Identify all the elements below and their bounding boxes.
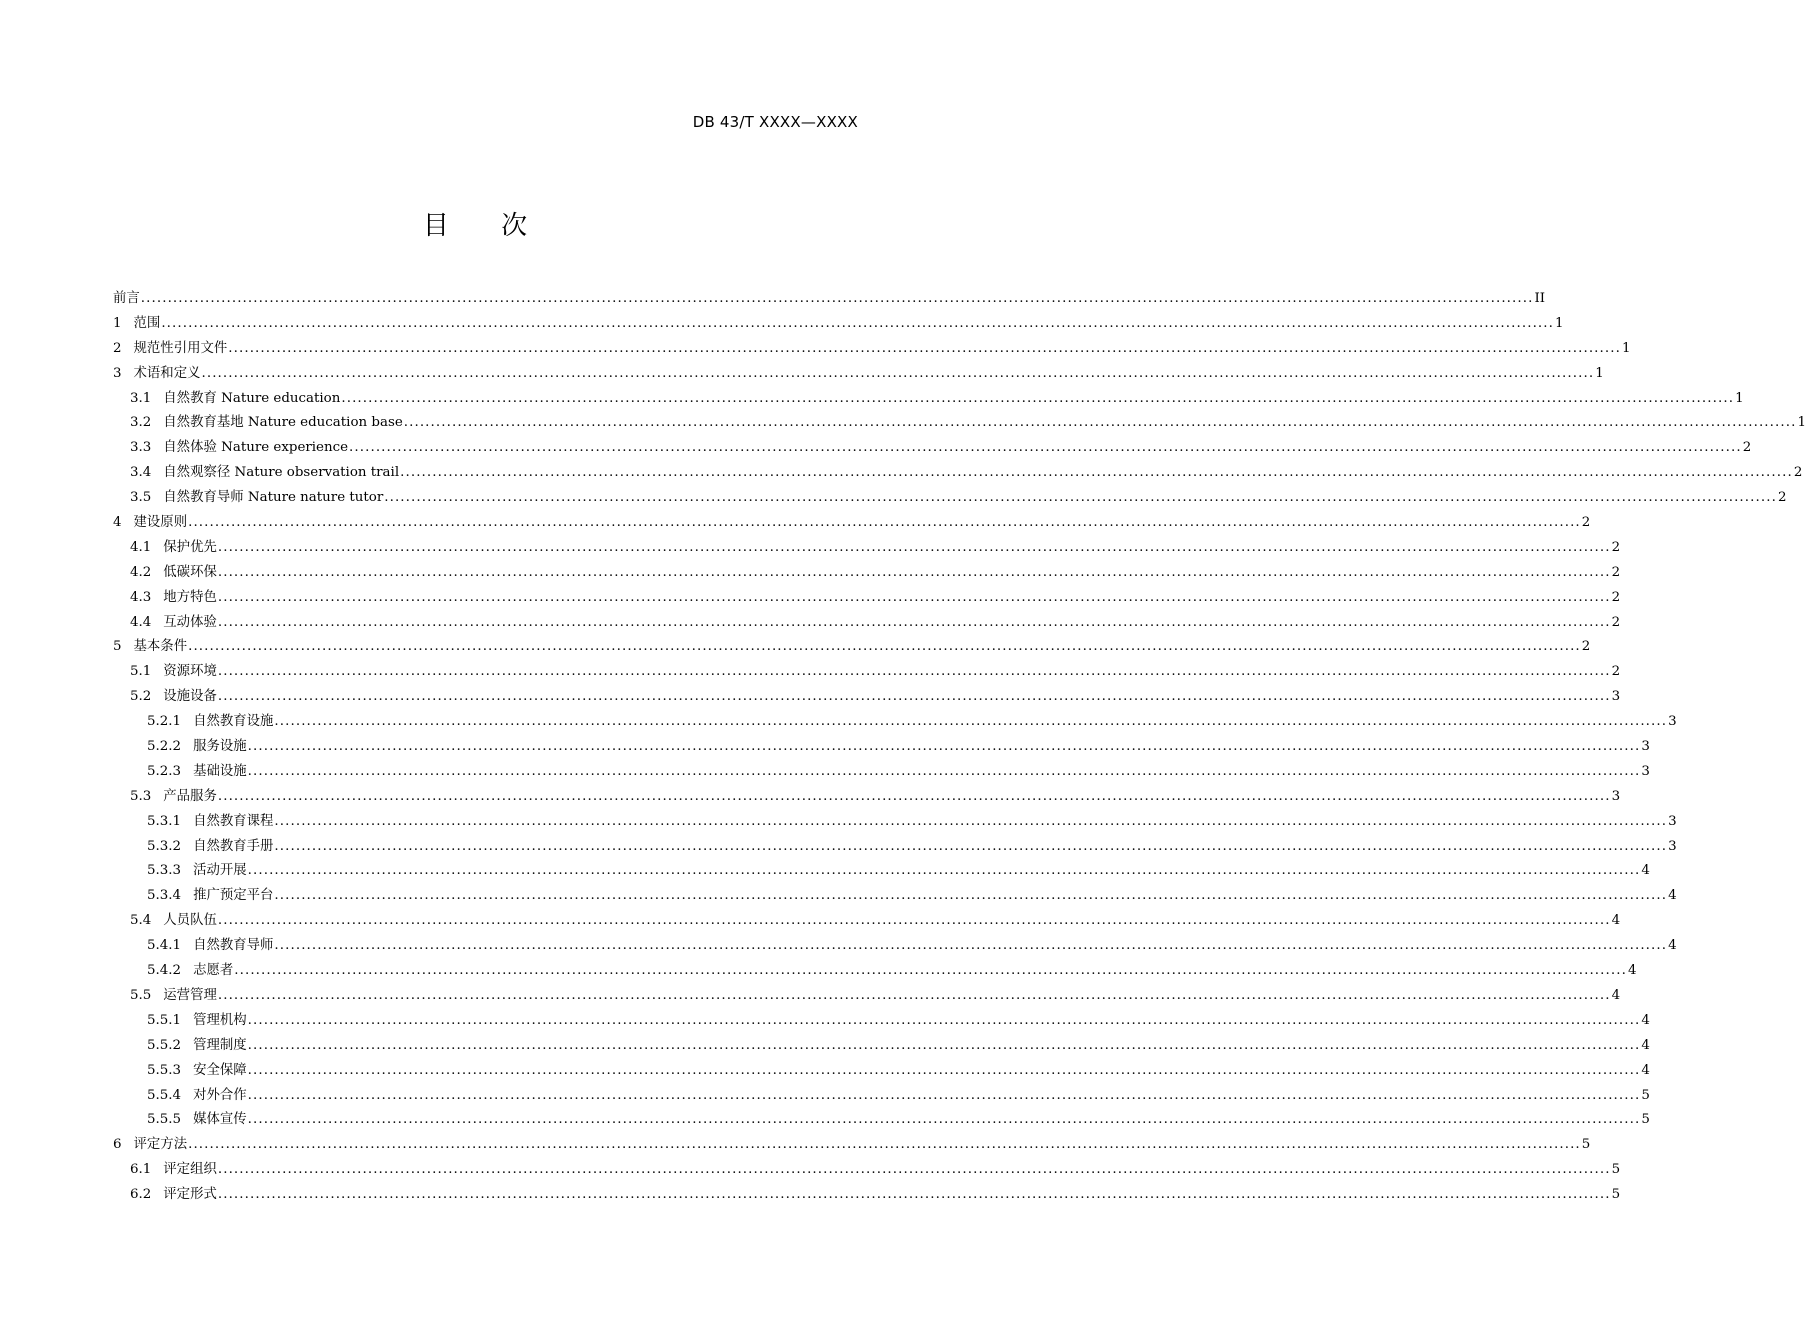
toc-entry[interactable] bbox=[113, 337, 1631, 362]
toc-dot-leader: .................................................................................................................................................................................................................................................................... bbox=[400, 465, 1793, 481]
toc-entry-number: 4.2 bbox=[130, 564, 152, 580]
toc-entry-title: 前言 bbox=[113, 291, 140, 306]
toc-entry-title: 自然教育导师 Nature nature tutor bbox=[163, 490, 384, 506]
toc-dot-leader: .................................................................................................................................................................................................................................................................... bbox=[188, 515, 1581, 531]
toc-entry-number: 2 bbox=[113, 340, 122, 356]
toc-dot-leader: .................................................................................................................................................................................................................................................................... bbox=[274, 813, 1668, 829]
toc-entry-title: 自然教育手册 bbox=[193, 838, 274, 854]
toc-dot-leader: .................................................................................................................................................................................................................................................................... bbox=[341, 390, 1735, 406]
toc-entry-number: 5.2.3 bbox=[147, 763, 182, 779]
toc-dot-leader: .................................................................................................................................................................................................................................................................... bbox=[217, 589, 1611, 605]
toc-entry[interactable] bbox=[113, 959, 1637, 984]
toc-entry-number: 5.4.1 bbox=[147, 938, 182, 954]
toc-entry-page: 4 bbox=[1611, 913, 1621, 929]
toc-entry-number: 5.3.2 bbox=[147, 838, 182, 854]
toc-entry[interactable] bbox=[113, 486, 1787, 511]
toc-entry-number: 5.3 bbox=[130, 788, 152, 804]
toc-dot-leader: .................................................................................................................................................................................................................................................................... bbox=[217, 1162, 1611, 1178]
toc-entry-page: 2 bbox=[1611, 664, 1621, 680]
toc-entry-page: 1 bbox=[1555, 315, 1564, 331]
toc-entry-page: 3 bbox=[1668, 838, 1677, 854]
toc-dot-leader: .................................................................................................................................................................................................................................................................... bbox=[217, 664, 1611, 680]
toc-entry-number: 4.3 bbox=[130, 589, 152, 605]
toc-dot-leader: .................................................................................................................................................................................................................................................................... bbox=[247, 739, 1641, 755]
page-title: 目 次 bbox=[422, 211, 550, 241]
toc-entry-page: 3 bbox=[1668, 714, 1677, 730]
toc-entry-title: 术语和定义 bbox=[133, 365, 201, 381]
toc-dot-leader: .................................................................................................................................................................................................................................................................... bbox=[274, 938, 1668, 954]
toc-entry-number: 1 bbox=[113, 315, 122, 331]
toc-entry-page: 1 bbox=[1797, 415, 1806, 431]
toc-entry-page: 4 bbox=[1641, 1037, 1650, 1053]
toc-entry-number: 5.2 bbox=[130, 689, 152, 705]
toc-dot-leader: .................................................................................................................................................................................................................................................................... bbox=[247, 1037, 1641, 1053]
toc-entry-title: 评定形式 bbox=[163, 1187, 217, 1203]
toc-entry[interactable] bbox=[113, 1183, 1621, 1208]
toc-entry-title: 自然教育 Nature education bbox=[163, 390, 341, 406]
toc-entry-page: 3 bbox=[1641, 763, 1650, 779]
toc-entry-page: 4 bbox=[1668, 888, 1677, 904]
toc-entry-title: 基础设施 bbox=[193, 763, 247, 779]
toc-entry-page: 2 bbox=[1611, 589, 1621, 605]
toc-entry-number: 5.5.2 bbox=[147, 1037, 182, 1053]
toc-entry-title: 地方特色 bbox=[163, 589, 217, 605]
toc-dot-leader: .................................................................................................................................................................................................................................................................... bbox=[247, 863, 1641, 879]
toc-entry-page: 5 bbox=[1641, 1087, 1650, 1103]
toc-entry-number: 5.2.2 bbox=[147, 739, 182, 755]
toc-dot-leader: .................................................................................................................................................................................................................................................................... bbox=[403, 415, 1797, 431]
toc-dot-leader: .................................................................................................................................................................................................................................................................... bbox=[247, 1112, 1641, 1128]
toc-entry-title: 自然教育课程 bbox=[193, 813, 274, 829]
toc-entry-page: 5 bbox=[1611, 1162, 1621, 1178]
toc-dot-leader: .................................................................................................................................................................................................................................................................... bbox=[217, 913, 1611, 929]
toc-entry-title: 建设原则 bbox=[133, 515, 188, 531]
toc-entry-page: 1 bbox=[1735, 390, 1744, 406]
toc-entry-page: 2 bbox=[1793, 465, 1803, 481]
toc-entry-page: 2 bbox=[1742, 440, 1752, 456]
toc-entry[interactable] bbox=[113, 1034, 1650, 1059]
toc-entry[interactable] bbox=[113, 312, 1564, 337]
toc-entry[interactable] bbox=[113, 511, 1591, 536]
toc-entry-page: 5 bbox=[1641, 1112, 1650, 1128]
toc-entry[interactable] bbox=[113, 635, 1591, 660]
toc-dot-leader: .................................................................................................................................................................................................................................................................... bbox=[247, 1062, 1641, 1078]
toc-entry[interactable] bbox=[113, 934, 1677, 959]
toc-dot-leader: .................................................................................................................................................................................................................................................................... bbox=[349, 440, 1742, 456]
toc-dot-leader: .................................................................................................................................................................................................................................................................... bbox=[217, 689, 1611, 705]
toc-entry-title: 保护优先 bbox=[163, 539, 217, 555]
toc-entry-title: 管理制度 bbox=[193, 1037, 247, 1053]
toc-entry-number: 5.3.1 bbox=[147, 813, 182, 829]
toc-entry[interactable] bbox=[113, 735, 1650, 760]
toc-entry-number: 5.5.3 bbox=[147, 1062, 182, 1078]
toc-entry-title: 运营管理 bbox=[163, 987, 217, 1003]
toc-entry-number: 4.4 bbox=[130, 614, 152, 630]
toc-entry-title: 设施设备 bbox=[163, 689, 217, 705]
toc-entry-number: 5.4 bbox=[130, 913, 152, 929]
toc-entry[interactable] bbox=[113, 586, 1621, 611]
toc-entry[interactable] bbox=[113, 660, 1621, 685]
toc-dot-leader: .................................................................................................................................................................................................................................................................... bbox=[274, 714, 1668, 730]
toc-entry[interactable] bbox=[113, 810, 1677, 835]
toc-entry-page: 2 bbox=[1611, 564, 1621, 580]
toc-entry-number: 5.3.3 bbox=[147, 863, 182, 879]
toc-entry[interactable] bbox=[113, 909, 1621, 934]
toc-dot-leader: .................................................................................................................................................................................................................................................................... bbox=[217, 788, 1611, 804]
toc-entry-title: 管理机构 bbox=[193, 1012, 247, 1028]
toc-entry-title: 产品服务 bbox=[163, 788, 217, 804]
toc-entry[interactable] bbox=[113, 710, 1677, 735]
toc-entry[interactable] bbox=[113, 1133, 1591, 1158]
toc-entry-title: 自然教育设施 bbox=[193, 714, 274, 730]
toc-entry[interactable] bbox=[113, 287, 1546, 312]
toc-entry[interactable] bbox=[113, 436, 1752, 461]
toc-dot-leader: .................................................................................................................................................................................................................................................................... bbox=[247, 1087, 1641, 1103]
toc-dot-leader: .................................................................................................................................................................................................................................................................... bbox=[217, 1187, 1611, 1203]
toc-entry-number: 5.5.4 bbox=[147, 1087, 182, 1103]
toc-entry-page: 2 bbox=[1581, 639, 1591, 655]
toc-entry[interactable] bbox=[113, 835, 1677, 860]
toc-dot-leader: .................................................................................................................................................................................................................................................................... bbox=[188, 1137, 1581, 1153]
toc-entry-number: 3.2 bbox=[130, 415, 152, 431]
toc-entry-page: 4 bbox=[1627, 963, 1637, 979]
toc-entry[interactable] bbox=[113, 1108, 1650, 1133]
document-code: DB 43/T XXXX—XXXX bbox=[692, 113, 858, 131]
toc-entry-page: 5 bbox=[1611, 1187, 1621, 1203]
toc-entry[interactable] bbox=[113, 1084, 1650, 1109]
toc-entry-page: 3 bbox=[1641, 739, 1650, 755]
toc-entry-page: 4 bbox=[1641, 1012, 1650, 1028]
toc-entry[interactable] bbox=[113, 536, 1621, 561]
toc-entry-page: 2 bbox=[1581, 515, 1591, 531]
toc-dot-leader: .................................................................................................................................................................................................................................................................... bbox=[217, 539, 1611, 555]
toc-entry-number: 4.1 bbox=[130, 539, 152, 555]
toc-entry[interactable] bbox=[113, 387, 1744, 412]
toc-entry-title: 人员队伍 bbox=[163, 913, 217, 929]
toc-entry-number: 3.5 bbox=[130, 490, 152, 506]
toc-entry-number: 3.1 bbox=[130, 390, 152, 406]
toc-entry[interactable] bbox=[113, 461, 1803, 486]
toc-dot-leader: .................................................................................................................................................................................................................................................................... bbox=[247, 763, 1641, 779]
toc-entry[interactable] bbox=[113, 760, 1650, 785]
toc-entry-title: 安全保障 bbox=[193, 1062, 247, 1078]
toc-entry-number: 5.4.2 bbox=[147, 963, 182, 979]
toc-entry-number: 6.2 bbox=[130, 1187, 152, 1203]
toc-dot-leader: .................................................................................................................................................................................................................................................................... bbox=[274, 888, 1668, 904]
toc-entry-title: 自然观察径 Nature observation trail bbox=[163, 465, 400, 481]
toc-entry-title: 资源环境 bbox=[163, 664, 217, 680]
toc-entry-page: 3 bbox=[1611, 788, 1621, 804]
toc-entry-page: 4 bbox=[1611, 987, 1621, 1003]
toc-dot-leader: .................................................................................................................................................................................................................................................................... bbox=[188, 639, 1581, 655]
toc-entry[interactable] bbox=[113, 1059, 1650, 1084]
toc-entry-title: 规范性引用文件 bbox=[133, 340, 228, 356]
toc-entry-title: 低碳环保 bbox=[163, 564, 217, 580]
toc-entry-number: 5.3.4 bbox=[147, 888, 182, 904]
toc-entry-number: 5.5.5 bbox=[147, 1112, 182, 1128]
toc-dot-leader: .................................................................................................................................................................................................................................................................... bbox=[217, 614, 1611, 630]
toc-dot-leader: .................................................................................................................................................................................................................................................................... bbox=[140, 291, 1534, 306]
toc-entry[interactable] bbox=[113, 611, 1621, 636]
toc-entry[interactable] bbox=[113, 859, 1650, 884]
toc-entry-number: 5.5.1 bbox=[147, 1012, 182, 1028]
toc-entry-number: 3 bbox=[113, 365, 122, 381]
toc-entry[interactable] bbox=[113, 1009, 1650, 1034]
toc-entry-page: 2 bbox=[1611, 539, 1621, 555]
toc-entry-title: 评定组织 bbox=[163, 1162, 217, 1178]
toc-entry-number: 5.2.1 bbox=[147, 714, 182, 730]
toc-dot-leader: .................................................................................................................................................................................................................................................................... bbox=[274, 838, 1668, 854]
toc-entry[interactable] bbox=[113, 362, 1604, 387]
toc-dot-leader: .................................................................................................................................................................................................................................................................... bbox=[234, 963, 1627, 979]
toc-dot-leader: .................................................................................................................................................................................................................................................................... bbox=[201, 365, 1595, 381]
toc-entry-title: 评定方法 bbox=[133, 1137, 188, 1153]
toc-entry-page: 2 bbox=[1777, 490, 1787, 506]
toc-dot-leader: .................................................................................................................................................................................................................................................................... bbox=[228, 340, 1621, 356]
toc-entry-page: 3 bbox=[1611, 689, 1621, 705]
toc-entry-title: 互动体验 bbox=[163, 614, 217, 630]
toc-dot-leader: .................................................................................................................................................................................................................................................................... bbox=[247, 1012, 1641, 1028]
toc-entry-page: 4 bbox=[1641, 1062, 1650, 1078]
toc-entry-number: 4 bbox=[113, 515, 122, 531]
toc-entry-number: 5 bbox=[113, 639, 122, 655]
toc-dot-leader: .................................................................................................................................................................................................................................................................... bbox=[217, 564, 1611, 580]
toc-entry-page: 1 bbox=[1621, 340, 1631, 356]
toc-entry-page: 2 bbox=[1611, 614, 1621, 630]
toc-entry-title: 活动开展 bbox=[193, 863, 247, 879]
toc-entry-title: 志愿者 bbox=[193, 963, 234, 979]
toc-entry-page: 5 bbox=[1581, 1137, 1591, 1153]
toc-dot-leader: .................................................................................................................................................................................................................................................................... bbox=[161, 315, 1555, 331]
toc-entry-title: 服务设施 bbox=[193, 739, 247, 755]
toc-entry-page: II bbox=[1534, 291, 1546, 306]
toc-entry[interactable] bbox=[113, 984, 1621, 1009]
toc-entry-page: 4 bbox=[1668, 938, 1677, 954]
toc-entry-title: 自然体验 Nature experience bbox=[163, 440, 349, 456]
toc-entry-number: 3.4 bbox=[130, 465, 152, 481]
toc-entry[interactable] bbox=[113, 685, 1621, 710]
toc-entry-page: 4 bbox=[1641, 863, 1650, 879]
toc-entry-title: 推广预定平台 bbox=[193, 888, 274, 904]
toc-entry[interactable] bbox=[113, 884, 1677, 909]
toc-entry-page: 1 bbox=[1595, 365, 1604, 381]
toc-entry[interactable] bbox=[113, 1158, 1621, 1183]
toc-entry[interactable] bbox=[113, 411, 1806, 436]
toc-dot-leader: .................................................................................................................................................................................................................................................................... bbox=[217, 987, 1611, 1003]
toc-entry-title: 自然教育基地 Nature education base bbox=[163, 415, 403, 431]
toc-entry-title: 对外合作 bbox=[193, 1087, 247, 1103]
toc-entry-number: 5.1 bbox=[130, 664, 152, 680]
toc-entry-title: 基本条件 bbox=[133, 639, 188, 655]
toc-entry[interactable] bbox=[113, 561, 1621, 586]
toc-dot-leader: .................................................................................................................................................................................................................................................................... bbox=[384, 490, 1777, 506]
toc-entry[interactable] bbox=[113, 785, 1621, 810]
toc-entry-title: 范围 bbox=[133, 315, 161, 331]
toc-entry-title: 自然教育导师 bbox=[193, 938, 274, 954]
toc-entry-page: 3 bbox=[1668, 813, 1677, 829]
toc-entry-number: 5.5 bbox=[130, 987, 152, 1003]
toc-entry-title: 媒体宣传 bbox=[193, 1112, 247, 1128]
table-of-contents bbox=[113, 287, 1806, 1208]
toc-entry-number: 3.3 bbox=[130, 440, 152, 456]
toc-entry-number: 6.1 bbox=[130, 1162, 152, 1178]
toc-entry-number: 6 bbox=[113, 1137, 122, 1153]
